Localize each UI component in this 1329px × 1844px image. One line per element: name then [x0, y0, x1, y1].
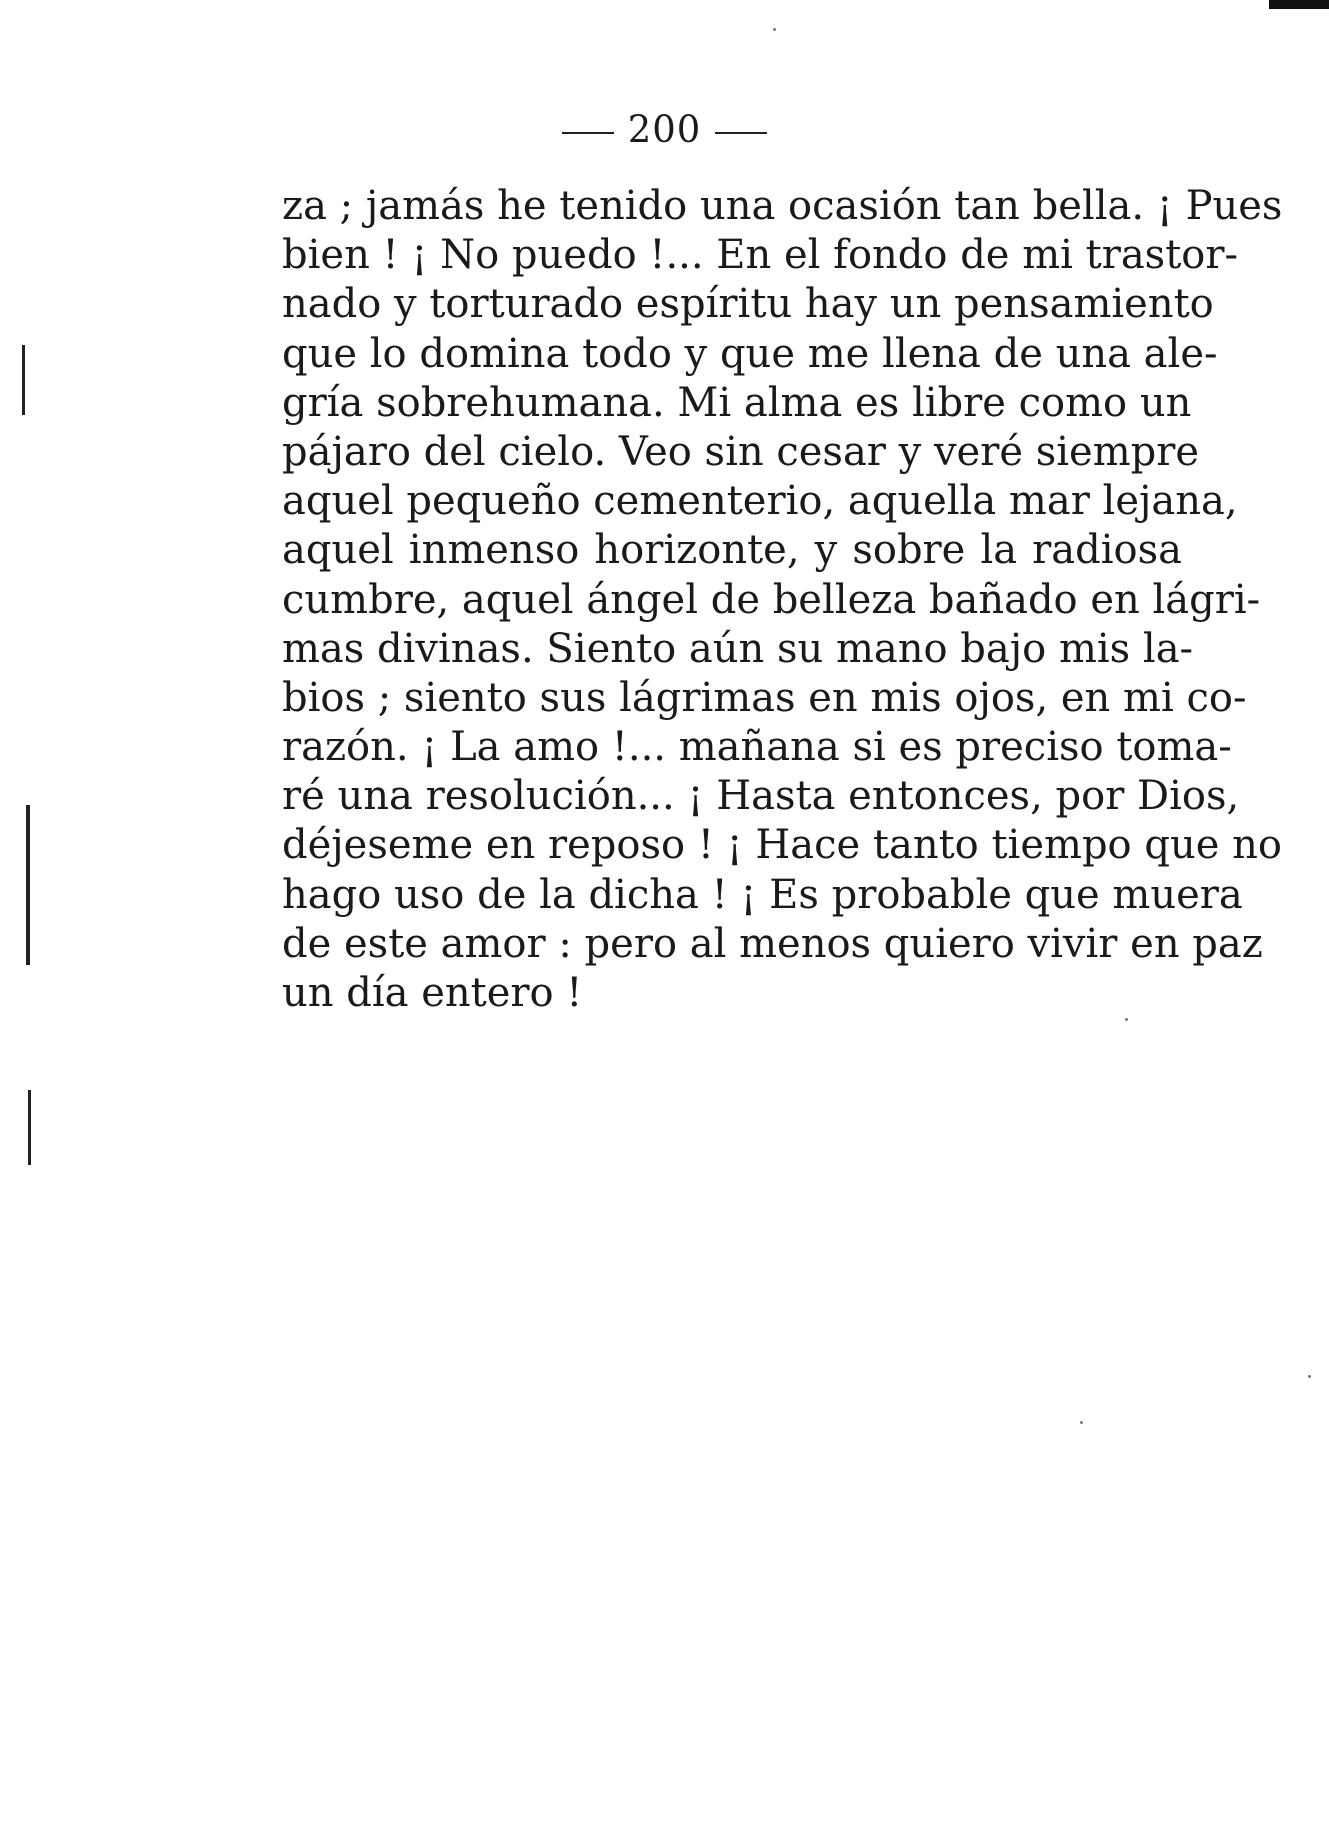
- text-line: pájaro del cielo. Veo sin cesar y veré siempre: [282, 428, 1200, 475]
- text-line: de este amor : pero al menos quiero vivir en paz: [282, 920, 1263, 967]
- scan-speck: [1308, 1375, 1311, 1378]
- scan-speck: [773, 28, 776, 31]
- text-line: un día entero !: [282, 970, 583, 1016]
- text-line: razón. ¡ La amo !... mañana si es preciso toma-: [282, 724, 1232, 771]
- text-line: aquel inmenso horizonte, y sobre la radiosa: [282, 527, 1182, 574]
- text-line: hago uso de la dicha ! ¡ Es probable que muera: [282, 871, 1243, 918]
- text-line: bien ! ¡ No puedo !... En el fondo de mi trastor-: [282, 232, 1238, 279]
- text-line: bios ; siento sus lágrimas en mis ojos, en mi co-: [282, 674, 1247, 721]
- scan-speck: [1125, 1018, 1128, 1021]
- text-line: ré una resolución... ¡ Hasta entonces, por Dios,: [282, 773, 1240, 820]
- text-line: za ; jamás he tenido una ocasión tan bella. ¡ Pues: [282, 183, 1283, 229]
- text-line: déjeseme en reposo ! ¡ Hace tanto tiempo que no: [282, 822, 1282, 869]
- text-line: nado y torturado espíritu hay un pensamiento: [282, 281, 1214, 328]
- margin-scan-mark: [28, 1090, 31, 1165]
- corner-scan-mark: [1269, 0, 1329, 9]
- margin-scan-mark: [26, 805, 30, 965]
- text-line: aquel pequeño cementerio, aquella mar lejana,: [282, 478, 1238, 525]
- header-dash-left: [562, 132, 614, 134]
- page-number: 200: [627, 108, 702, 151]
- page-header: [0, 108, 1329, 151]
- text-line: cumbre, aquel ángel de belleza bañado en lágri-: [282, 576, 1261, 623]
- text-line: gría sobrehumana. Mi alma es libre como un: [282, 379, 1192, 426]
- margin-scan-mark: [22, 345, 25, 415]
- text-line: mas divinas. Siento aún su mano bajo mis la-: [282, 625, 1194, 672]
- text-line: que lo domina todo y que me llena de una ale-: [282, 330, 1218, 377]
- scan-speck: [1080, 1421, 1083, 1424]
- header-dash-right: [715, 132, 767, 134]
- body-paragraph: [282, 182, 1283, 1018]
